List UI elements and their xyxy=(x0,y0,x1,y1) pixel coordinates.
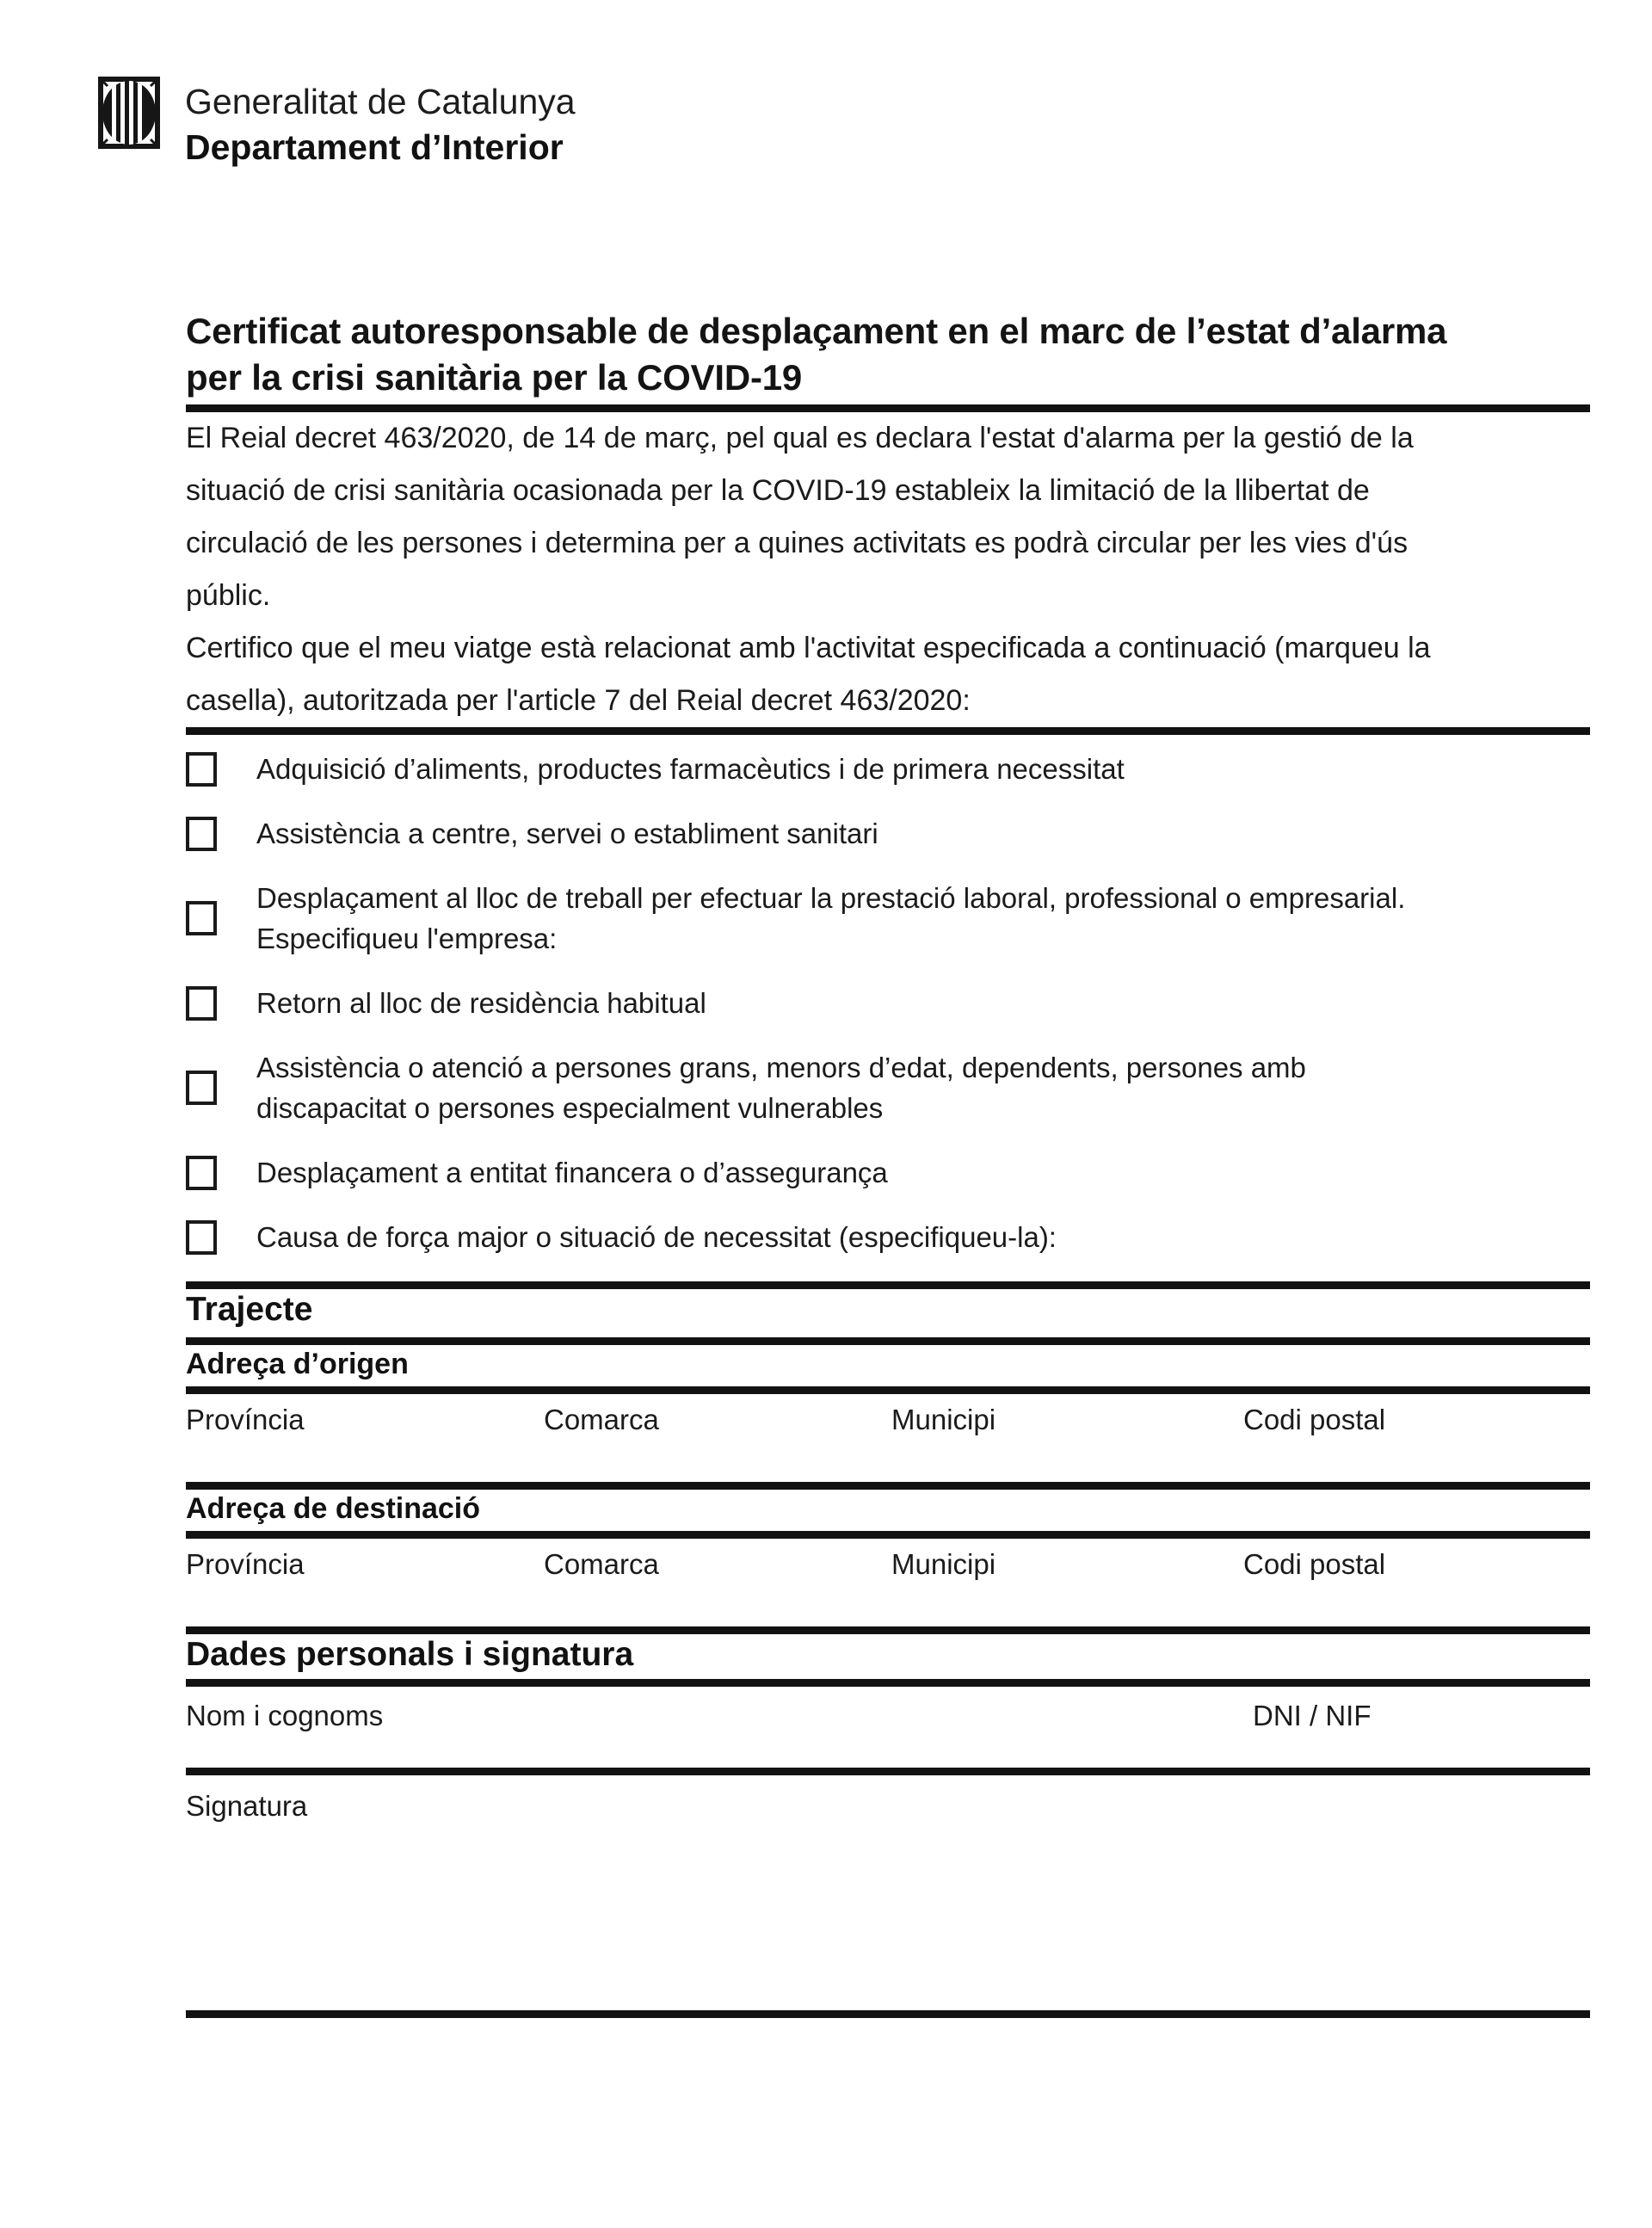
reason-label xyxy=(256,1152,888,1193)
destination-provincia-cell xyxy=(186,1546,544,1626)
reason-label xyxy=(256,1047,1306,1128)
personal-fields-row xyxy=(186,1697,1590,1768)
horizontal-rule xyxy=(186,1679,1590,1687)
reason-label-line: Adquisició d’aliments, productes farmacèutics i de primera necessitat xyxy=(256,753,1125,785)
origin-provincia-cell xyxy=(186,1401,544,1482)
reason-row xyxy=(186,1047,1590,1128)
origin-codipostal-cell xyxy=(1243,1401,1590,1482)
horizontal-rule xyxy=(186,1531,1590,1539)
reason-label xyxy=(256,878,1405,959)
destination-codipostal-input[interactable] xyxy=(1243,1583,1590,1626)
signature-area[interactable] xyxy=(186,1825,1590,2010)
certify-line: Certifico que el meu viatge està relacionat amb l'activitat especificada a continuació (marqueu la xyxy=(186,632,1431,664)
reason-label xyxy=(256,1217,1057,1257)
certify-line: casella), autoritzada per l'article 7 del Reial decret 463/2020: xyxy=(186,684,971,717)
intro-line: públic. xyxy=(186,579,271,612)
reason-row xyxy=(186,1152,1590,1193)
horizontal-rule xyxy=(186,1768,1590,1775)
reason-checkbox[interactable] xyxy=(186,1156,217,1190)
dni-label: DNI / NIF xyxy=(1253,1700,1372,1731)
field-label-comarca: Comarca xyxy=(544,1404,659,1435)
senyera-shield-icon xyxy=(97,76,161,150)
reason-label xyxy=(256,983,706,1023)
reason-checkbox[interactable] xyxy=(186,901,217,935)
reason-label-line: discapacitat o persones especialment vulnerables xyxy=(256,1092,884,1124)
section-heading-personal: Dades personals i signatura xyxy=(186,1636,634,1673)
reason-row xyxy=(186,813,1590,854)
destination-municipi-cell xyxy=(891,1546,1243,1626)
form-title-line: Certificat autoresponsable de desplaçament en el marc de l’estat d’alarma xyxy=(186,311,1447,351)
destination-provincia-input[interactable] xyxy=(186,1583,544,1626)
origin-codipostal-input[interactable] xyxy=(1243,1439,1590,1482)
name-label: Nom i cognoms xyxy=(186,1700,384,1731)
dni-input[interactable] xyxy=(1253,1735,1590,1768)
reason-label-line: Desplaçament a entitat financera o d’assegurança xyxy=(256,1157,888,1188)
origin-fields-row xyxy=(186,1401,1590,1482)
reason-row xyxy=(186,878,1590,959)
horizontal-rule xyxy=(186,404,1590,412)
reasons-list xyxy=(186,749,1590,1257)
certify-paragraph xyxy=(186,622,1590,727)
signature-label: Signatura xyxy=(186,1790,308,1822)
reason-row xyxy=(186,1217,1590,1257)
name-cell xyxy=(186,1697,1253,1768)
destination-fields-row xyxy=(186,1546,1590,1626)
field-label-municipi: Municipi xyxy=(891,1404,996,1435)
horizontal-rule xyxy=(186,1626,1590,1634)
destination-municipi-input[interactable] xyxy=(891,1583,1243,1626)
intro-line: El Reial decret 463/2020, de 14 de març, pel qual es declara l'estat d'alarma per la gestió de la xyxy=(186,422,1414,454)
reason-label xyxy=(256,813,878,854)
field-label-provincia: Província xyxy=(186,1404,305,1435)
horizontal-rule xyxy=(186,1337,1590,1345)
origin-provincia-input[interactable] xyxy=(186,1439,544,1482)
reason-label-line: Causa de força major o situació de necessitat (especifiqueu-la): xyxy=(256,1221,1057,1253)
field-label-codi-postal: Codi postal xyxy=(1243,1548,1386,1580)
intro-line: circulació de les persones i determina per a quines activitats es podrà circular per les vies d'ús xyxy=(186,527,1409,559)
reason-row xyxy=(186,749,1590,789)
reason-label-line: Assistència a centre, servei o establiment sanitari xyxy=(256,818,878,849)
subheading-origin: Adreça d’origen xyxy=(186,1348,409,1380)
reason-label-line: Retorn al lloc de residència habitual xyxy=(256,987,706,1019)
field-label-comarca: Comarca xyxy=(544,1548,659,1580)
reason-label-line: Desplaçament al lloc de treball per efectuar la prestació laboral, professional o empresarial. xyxy=(256,882,1406,914)
brand-text xyxy=(185,77,576,169)
reason-label-line: Assistència o atenció a persones grans, menors d’edat, dependents, persones amb xyxy=(256,1052,1306,1083)
reason-label xyxy=(256,749,1125,789)
form-content xyxy=(186,308,1590,2018)
subheading-destination: Adreça de destinació xyxy=(186,1492,481,1525)
reason-label-line: Especifiqueu l'empresa: xyxy=(256,923,558,954)
destination-comarca-cell xyxy=(544,1546,891,1626)
intro-line: situació de crisi sanitària ocasionada per la COVID-19 estableix la limitació de la llibertat de xyxy=(186,474,1370,507)
reason-checkbox[interactable] xyxy=(186,1071,217,1105)
form-title xyxy=(186,308,1590,401)
field-label-provincia: Província xyxy=(186,1548,305,1580)
intro-paragraph xyxy=(186,412,1590,622)
reason-checkbox[interactable] xyxy=(186,1220,217,1255)
brand-header xyxy=(97,76,576,169)
destination-codipostal-cell xyxy=(1243,1546,1590,1626)
origin-municipi-input[interactable] xyxy=(891,1439,1243,1482)
reason-checkbox[interactable] xyxy=(186,817,217,851)
field-label-codi-postal: Codi postal xyxy=(1243,1404,1386,1435)
dni-cell xyxy=(1253,1697,1590,1768)
origin-comarca-cell xyxy=(544,1401,891,1482)
horizontal-rule xyxy=(186,1386,1590,1394)
horizontal-rule xyxy=(186,1482,1590,1490)
reason-checkbox[interactable] xyxy=(186,752,217,787)
form-title-line: per la crisi sanitària per la COVID-19 xyxy=(186,357,803,398)
horizontal-rule xyxy=(186,727,1590,735)
origin-municipi-cell xyxy=(891,1401,1243,1482)
name-input[interactable] xyxy=(186,1735,1253,1768)
horizontal-rule xyxy=(186,1281,1590,1289)
origin-comarca-input[interactable] xyxy=(544,1439,891,1482)
horizontal-rule xyxy=(186,2010,1590,2018)
org-name: Generalitat de Catalunya xyxy=(185,82,576,121)
dept-name: Departament d’Interior xyxy=(185,127,564,167)
reason-checkbox[interactable] xyxy=(186,986,217,1021)
reason-row xyxy=(186,983,1590,1023)
section-heading-trajecte: Trajecte xyxy=(186,1291,313,1328)
field-label-municipi: Municipi xyxy=(891,1548,996,1580)
destination-comarca-input[interactable] xyxy=(544,1583,891,1626)
